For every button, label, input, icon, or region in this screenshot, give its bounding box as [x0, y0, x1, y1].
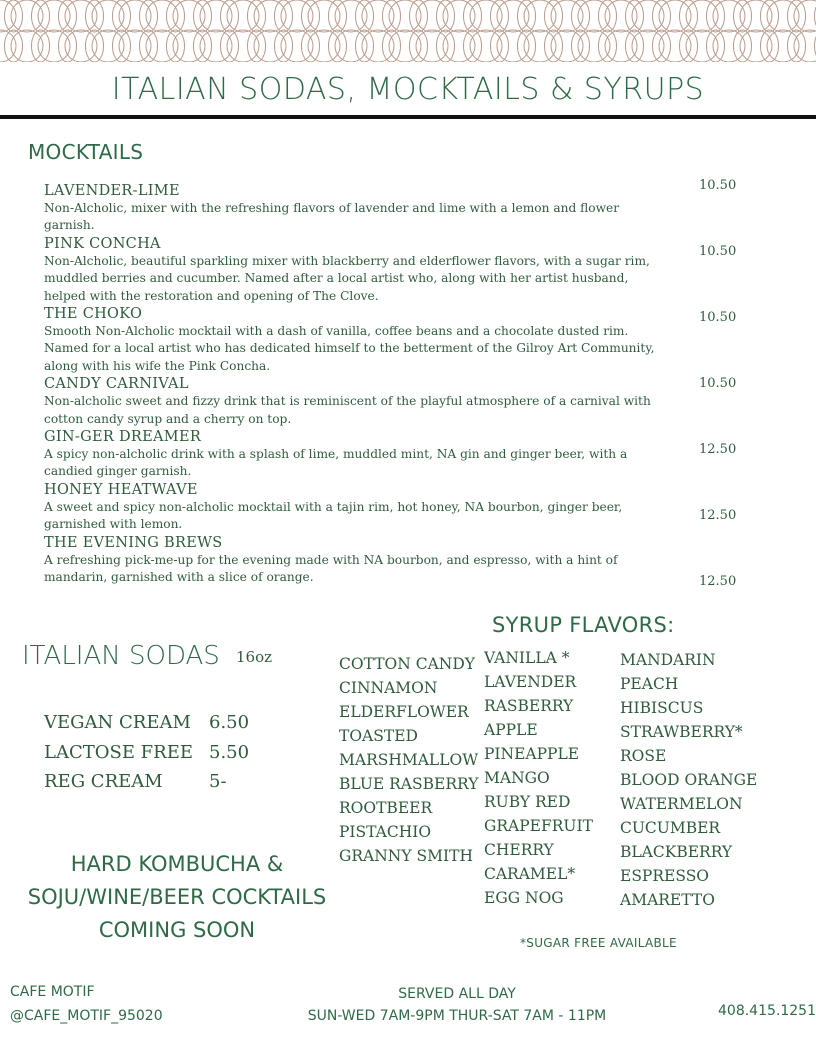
syrup-flavor: APPLE	[484, 721, 538, 739]
italian-sodas-heading: ITALIAN SODAS	[22, 641, 220, 671]
syrup-flavor: PISTACHIO	[339, 823, 432, 841]
syrup-flavor: EGG NOG	[484, 889, 564, 907]
italian-sodas-size: 16oz	[236, 648, 273, 666]
mocktail-description: Non-Alcholic, mixer with the refreshing flavors of lavender and lime with a lemon and flower garnish.	[44, 201, 620, 233]
mocktail-description: A sweet and spicy non-alcholic mocktail with a tajin rim, hot honey, NA bourbon, ginger beer, garnished with lemon.	[44, 499, 623, 532]
syrup-flavor: MARSHMALLOW	[339, 751, 479, 769]
syrup-flavor: TOASTED	[339, 727, 418, 745]
coming-soon-line: SOJU/WINE/BEER COCKTAILS	[27, 885, 327, 909]
syrup-flavor: BLUE RASBERRY	[339, 775, 479, 793]
mocktail-name: LAVENDER-LIME	[44, 183, 180, 199]
syrup-flavor: PEACH	[620, 675, 679, 693]
syrup-flavor: HIBISCUS	[620, 699, 704, 717]
served-all-day: SERVED ALL DAY	[398, 986, 516, 1002]
syrup-flavor: ROSE	[620, 747, 667, 765]
coming-soon-line: HARD KOMBUCHA &	[70, 852, 284, 876]
coming-soon-notice	[10, 848, 344, 947]
mocktail-price: 10.50	[699, 310, 737, 325]
mocktail-name: THE CHOKO	[44, 306, 143, 323]
syrup-flavor: BLOOD ORANGE	[620, 771, 758, 789]
mocktail-name: GIN-GER DREAMER	[44, 429, 202, 446]
mocktails-heading: MOCKTAILS	[28, 140, 144, 164]
syrup-flavor: GRAPEFRUIT	[484, 817, 593, 835]
page-title: ITALIAN SODAS, MOCKTAILS & SYRUPS	[111, 72, 705, 107]
syrup-flavor: RASBERRY	[484, 697, 574, 715]
syrup-column-1	[339, 652, 478, 868]
phone-number: 408.415.1251	[718, 1003, 816, 1019]
header-pattern	[0, 0, 816, 62]
cafe-name: CAFE MOTIF	[10, 984, 95, 1000]
syrup-flavor: RUBY RED	[484, 793, 571, 811]
mocktail-item	[44, 481, 669, 534]
soda-name: VEGAN CREAM	[44, 712, 191, 733]
syrup-flavor: ROOTBEER	[339, 799, 433, 817]
mocktail-price: 10.50	[699, 244, 737, 259]
syrup-flavor: ESPRESSO	[620, 867, 710, 885]
syrup-flavor: BLACKBERRY	[620, 843, 733, 861]
soda-price: 5.50	[209, 741, 250, 763]
mocktail-item	[44, 182, 669, 235]
mocktail-description: A spicy non-alcholic drink with a splash of lime, muddled mint, NA gin and ginger beer, with a candied ginger garnish.	[44, 447, 628, 479]
syrup-flavor: CARAMEL*	[484, 865, 576, 883]
syrup-flavor: CHERRY	[484, 841, 554, 859]
syrup-flavor: GRANNY SMITH	[339, 847, 473, 865]
mocktail-name: HONEY HEATWAVE	[44, 481, 198, 498]
soda-price: 6.50	[209, 712, 250, 733]
mocktail-item	[44, 235, 669, 305]
syrup-flavor: CUCUMBER	[620, 819, 721, 837]
syrup-flavors-heading: SYRUP FLAVORS:	[492, 613, 675, 637]
mocktail-price: 10.50	[699, 178, 737, 193]
title-divider	[0, 115, 816, 119]
syrup-column-2	[484, 646, 593, 910]
syrup-flavor: ELDERFLOWER	[339, 703, 469, 721]
soda-name: REG CREAM	[44, 771, 163, 792]
syrup-column-3	[620, 648, 757, 912]
soda-price: 5-	[209, 771, 227, 792]
mocktail-price: 12.50	[699, 508, 737, 523]
mocktail-name: PINK CONCHA	[44, 235, 161, 252]
mocktail-price: 10.50	[699, 376, 737, 391]
coming-soon-line: COMING SOON	[98, 918, 256, 942]
footer-cafe	[10, 980, 163, 1028]
syrup-flavor: MANDARIN	[620, 651, 716, 669]
mocktail-item	[44, 375, 669, 428]
mocktail-item	[44, 534, 669, 587]
mocktail-price: 12.50	[699, 574, 737, 589]
syrup-flavor: STRAWBERRY*	[620, 723, 743, 741]
soda-name: LACTOSE FREE	[44, 741, 194, 763]
soda-price-list	[209, 708, 249, 797]
social-handle: @CAFE_MOTIF_95020	[10, 1008, 163, 1024]
syrup-flavor: PINEAPPLE	[484, 745, 580, 763]
mocktail-item	[44, 428, 669, 481]
syrup-flavor: AMARETTO	[620, 891, 715, 909]
syrup-flavor: COTTON CANDY	[339, 655, 476, 673]
mocktail-name: CANDY CARNIVAL	[44, 376, 189, 393]
mocktail-description: Non-alcholic sweet and fizzy drink that is reminiscent of the playful atmosphere of a carnival with cotton candy syrup and a cherry on top.	[44, 394, 651, 426]
opening-hours: SUN-WED 7AM-9PM THUR-SAT 7AM - 11PM	[307, 1008, 607, 1024]
mocktail-name: THE EVENING BREWS	[44, 534, 223, 551]
footer-hours	[302, 983, 612, 1027]
mocktail-description: Non-Alcholic, beautiful sparkling mixer with blackberry and elderflower flavors, with a sugar rim, muddled berries and cucumber. Named after a local artist who, along with her artist husband, helped with the restoration and opening of The Clove.	[44, 253, 650, 303]
soda-name-list	[44, 708, 193, 797]
mocktail-description: Smooth Non-Alcholic mocktail with a dash of vanilla, coffee beans and a chocolate dusted rim. Named for a local artist who has dedicated himself to the betterment of the Gilroy Art Community, along with his wife the Pink Concha.	[44, 324, 655, 373]
mocktail-description: A refreshing pick-me-up for the evening made with NA bourbon, and espresso, with a hint of mandarin, garnished with a slice of orange.	[44, 552, 618, 585]
mocktail-list	[44, 182, 669, 587]
syrup-flavor: VANILLA *	[484, 649, 570, 667]
mocktail-price: 12.50	[699, 442, 737, 457]
sugar-free-note: *SUGAR FREE AVAILABLE	[520, 936, 677, 950]
syrup-flavor: LAVENDER	[484, 673, 577, 691]
mocktail-item	[44, 305, 669, 375]
syrup-flavor: MANGO	[484, 769, 550, 787]
syrup-flavor: WATERMELON	[620, 795, 743, 813]
syrup-flavor: CINNAMON	[339, 679, 438, 697]
